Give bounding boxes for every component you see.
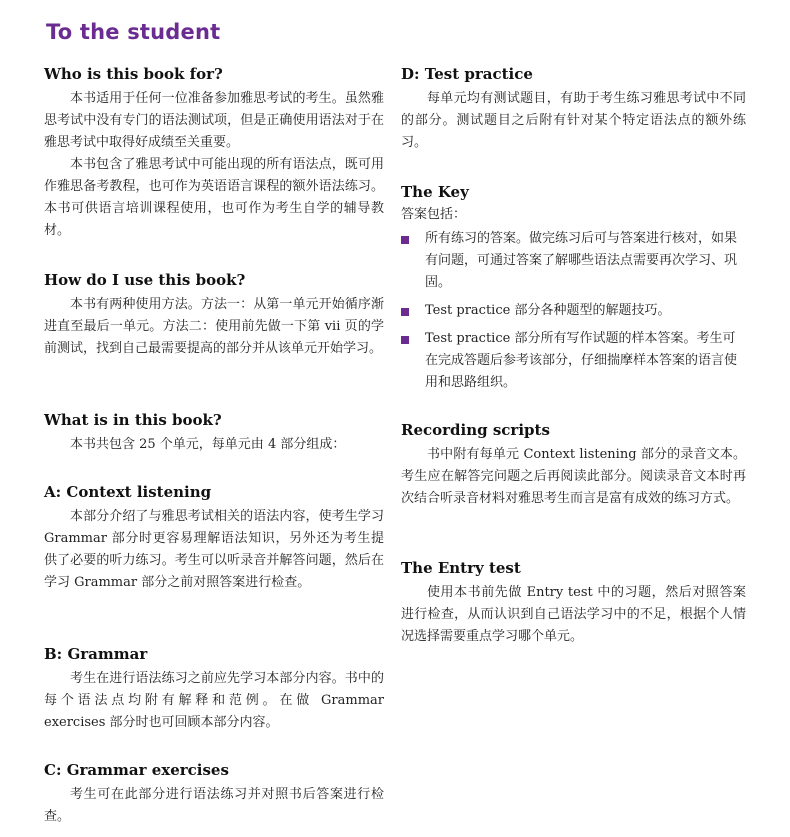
paragraph: 考生可在此部分进行语法练习并对照书后答案进行检查。 xyxy=(44,787,384,824)
page-title: To the student xyxy=(46,20,221,44)
section-who xyxy=(44,64,384,242)
section-what xyxy=(44,410,384,456)
section-heading: B: Grammar xyxy=(44,645,148,663)
section-heading: The Key xyxy=(401,183,469,201)
section-heading: C: Grammar exercises xyxy=(44,761,229,779)
section-key xyxy=(401,182,746,400)
section-grammar-exercises xyxy=(44,760,384,828)
square-bullet-icon xyxy=(401,308,409,316)
bullet-text: Test practice 部分所有写作试题的样本答案。考生可在完成答题后参考该部分，仔细揣摩样本答案的语言使用和思路组织。 xyxy=(425,331,738,390)
bullet-text: Test practice 部分各种题型的解题技巧。 xyxy=(425,303,671,318)
section-heading: What is in this book? xyxy=(44,411,222,429)
section-heading: How do I use this book? xyxy=(44,271,246,289)
paragraph: 本书有两种使用方法。方法一：从第一单元开始循序渐进直至最后一单元。方法二：使用前先做一下第 vii 页的学前测试，找到自己最需要提高的部分并从该单元开始学习。 xyxy=(44,297,384,356)
paragraph: 本书适用于任何一位准备参加雅思考试的考生。虽然雅思考试中没有专门的语法测试项，但是正确使用语法对于在雅思考试中取得好成绩至关重要。 xyxy=(44,91,384,150)
section-how xyxy=(44,270,384,360)
paragraph: 使用本书前先做 Entry test 中的习题，然后对照答案进行检查，从而认识到自己语法学习中的不足，根据个人情况选择需要重点学习哪个单元。 xyxy=(401,585,746,644)
section-heading: A: Context listening xyxy=(44,483,212,501)
section-heading: Recording scripts xyxy=(401,421,550,439)
section-recording-scripts xyxy=(401,420,746,510)
section-entry-test xyxy=(401,558,746,648)
paragraph: 本书包含了雅思考试中可能出现的所有语法点，既可用作雅思备考教程，也可作为英语语言课程的额外语法练习。本书可供语言培训课程使用，也可作为考生自学的辅导教材。 xyxy=(44,157,384,238)
paragraph: 书中附有每单元 Context listening 部分的录音文本。考生应在解答完问题之后再阅读此部分。阅读录音文本时再次结合听录音材料对雅思考生而言是富有成效的练习方式。 xyxy=(401,447,746,506)
key-bullet-list xyxy=(401,228,746,394)
key-intro: 答案包括： xyxy=(401,207,467,222)
paragraph: 每单元均有测试题目，有助于考生练习雅思考试中不同的部分。测试题目之后附有针对某个特定语法点的额外练习。 xyxy=(401,91,746,150)
section-grammar xyxy=(44,644,384,734)
paragraph: 本书共包含 25 个单元，每单元由 4 部分组成： xyxy=(70,437,346,452)
paragraph: 本部分介绍了与雅思考试相关的语法内容，使考生学习 Grammar 部分时更容易理解语法知识，另外还为考生提供了必要的听力练习。考生可以听录音并解答问题，然后在学习 Grammar 部分之前对照答案进行检查。 xyxy=(44,509,384,590)
bullet-text: 所有练习的答案。做完练习后可与答案进行核对，如果有问题，可通过答案了解哪些语法点需要再次学习、巩固。 xyxy=(425,231,738,290)
section-heading: The Entry test xyxy=(401,559,521,577)
list-item xyxy=(401,300,746,322)
section-heading: D: Test practice xyxy=(401,65,533,83)
list-item xyxy=(401,328,746,394)
section-heading: Who is this book for? xyxy=(44,65,223,83)
section-context-listening xyxy=(44,482,384,594)
paragraph: 考生在进行语法练习之前应先学习本部分内容。书中的每个语法点均附有解释和范例。在做 Grammar exercises 部分时也可回顾本部分内容。 xyxy=(44,671,384,730)
square-bullet-icon xyxy=(401,236,409,244)
square-bullet-icon xyxy=(401,336,409,344)
list-item xyxy=(401,228,746,294)
section-test-practice xyxy=(401,64,746,154)
